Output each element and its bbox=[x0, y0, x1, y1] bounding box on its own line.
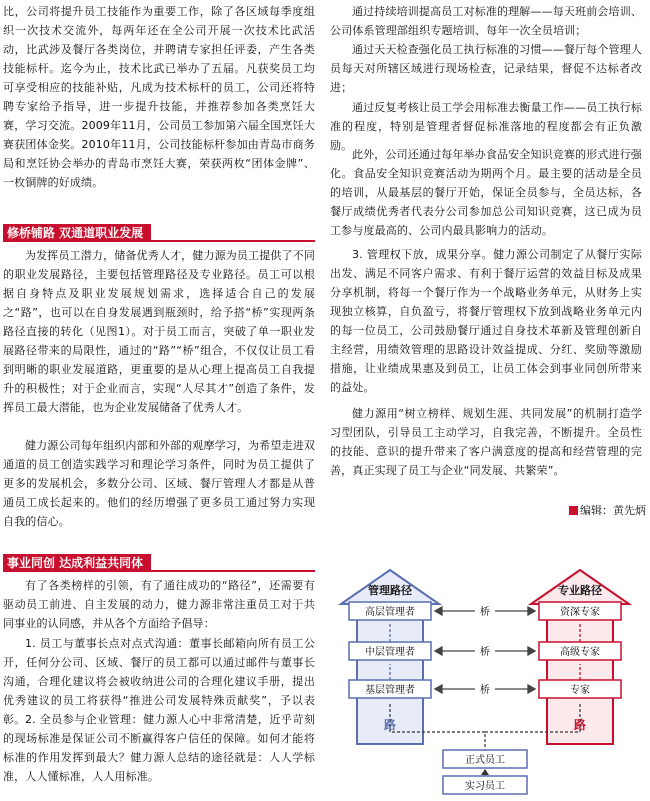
right-road-label: 路 bbox=[573, 718, 587, 732]
section-header-shared-career bbox=[3, 552, 315, 572]
section2-paragraph-2: 1. 员工与董事长点对点式沟通：董事长邮箱向所有员工公开，任何分公司、区域、餐厅的员工都可以通过邮件与董事长沟通，合理化建议将会被收纳进公司的合理化建议手册，提出优秀建议的员工将获得“推进公司发展特殊贡献奖”，予以表彰。 bbox=[3, 637, 315, 726]
bridge-label: 桥 bbox=[480, 685, 490, 696]
base-manager-label: 基层管理者 bbox=[365, 685, 415, 696]
intro-paragraph: 比，公司将提升员工技能作为重要工作，除了各区域每季度组织一次技术交流外，每两年还在全公司开展一次技术比武活动，比武涉及餐厅各类岗位，并聘请专家担任评委，产生各类技能标杆。迄今为止，技术比武已举办了五届。凡获奖员工均可享受相应的技能补贴，凡成为技术标杆的员工，公司还将特聘专家给予指导，进一步提升技能，并推荐参加各类烹饪大赛，学习交流。2009年11月，公司员工参加第六届全国烹饪大赛获团体金奖。2010年11月，公司技能标杆参加由青岛市商务局和烹饪协会举办的青岛市烹饪大赛，荣获两枚“团体金牌”、一枚铜牌的好成绩。 bbox=[3, 5, 315, 189]
expert-label: 专家 bbox=[570, 685, 590, 696]
editor-credit: 编辑：黄先炳 bbox=[569, 503, 646, 519]
career-path-diagram bbox=[335, 564, 640, 796]
square-bullet-icon bbox=[569, 506, 578, 515]
right-paragraph-3: 通过反复考核让员工学会用标准去衡量工作——员工执行标准的程度，特别是管理者督促标准落地的程度都会有正负激励。 bbox=[330, 101, 642, 152]
bridge-label: 桥 bbox=[480, 607, 490, 618]
section1-paragraph-2: 健力源公司每年组织内部和外部的观摩学习，为希望走进双通道的员工创造实践学习和理论学习条件，同时为员工提供了更多的发展机会，多数分公司、区域、餐厅管理人才都是从普通员工成长起来的。他们的经历增强了更多员工通过努力实现自我的信心。 bbox=[3, 439, 315, 528]
section-title: 事业同创 达成利益共同体 bbox=[3, 554, 151, 572]
section1-paragraph-1: 为发挥员工潜力，储备优秀人才，健力源为员工提供了不同的职业发展路径，主要包括管理路径及专业路径。员工可以根据自身特点及职业发展规划需求，选择适合自己的发展之“路”，也可以在自身发展遇到瓶颈时，给予搭“桥”实现两条路径直接的转化（见图1）。对于员工而言，突破了单一职业发展路径带来的局限性，通过的“路”“桥”组合，不仅仅让员工看到明晰的职业发展道路，更重要的是从心理上提高员工自我提升的积极性；对于企业而言，实现“人尽其才”创造了条件，发挥员工最大潜能，也为企业发展储备了优秀人才。 bbox=[3, 249, 315, 414]
middle-manager-label: 中层管理者 bbox=[365, 647, 415, 658]
right-paragraph-2: 通过天天检查强化员工执行标准的习惯——餐厅每个管理人员每天对所辖区域进行现场检查，记录结果，督促不达标者改进； bbox=[330, 43, 642, 94]
section-title: 修桥铺路 双通道职业发展 bbox=[3, 224, 151, 242]
section-header-dual-channel bbox=[3, 222, 315, 242]
left-road-label: 路 bbox=[383, 718, 397, 732]
right-paragraph-1: 通过持续培训提高员工对标准的理解——每天班前会培训、公司体系管理部组织专题培训、每年一次全员培训； bbox=[330, 5, 642, 37]
regular-staff-label: 正式员工 bbox=[465, 755, 505, 766]
right-paragraph-4: 此外，公司还通过每年举办食品安全知识竞赛的形式进行强化。食品安全知识竞赛活动为期两个月。最主要的活动是全员的培训，从最基层的餐厅开始，保证全员参与，全员达标，各餐厅成绩优秀者代表分公司参加总公司知识竞赛，这已成为员工参与度最高的、公司内最具影响力的活动。 bbox=[330, 148, 642, 237]
senior-expert-label: 资深专家 bbox=[560, 607, 600, 618]
left-path-title: 管理路径 bbox=[368, 584, 412, 597]
right-paragraph-5: 3. 管理权下放，成果分享。健力源公司制定了从餐厅实际出发、满足不同客户需求、有利于餐厅运营的效益目标及成果分享机制，将每一个餐厅作为一个战略业务单元，从财务上实现独立核算，自负盈亏，将餐厅管理权下放到战略业务单元内的每一位员工，公司鼓励餐厅通过自身技术革新及管理创新自主经营，用绩效管理的思路设计效益提成、分红、奖励等激励措施，让业绩成果惠及到员工，让员工体会到事业同创所带来的益处。 bbox=[330, 248, 642, 394]
section2-paragraph-3: 2. 全员参与企业管理：健力源人心中非常清楚，近乎苛刻的现场标准是保证公司不断赢得客户信任的保障。如何才能将标准的作用发挥到最大？健力源人总结的途径就是：人人学标准，人人懂标准，人人用标准。 bbox=[3, 713, 315, 783]
advanced-expert-label: 高级专家 bbox=[560, 647, 600, 658]
right-path-title: 专业路径 bbox=[558, 584, 602, 597]
right-paragraph-6: 健力源用“树立榜样、规划生涯、共同发展”的机制打造学习型团队，引导员工主动学习，自我完善，不断提升。全员性的技能、意识的提升带来了客户满意度的提高和经营管理的完善，真正实现了员工与企业“同发展、共繁荣”。 bbox=[330, 407, 642, 477]
bridge-label: 桥 bbox=[480, 647, 490, 658]
section2-paragraph-1: 有了各类榜样的引领，有了通往成功的“路径”，还需要有驱动员工前进、自主发展的动力，健力源非常注重员工对于共同事业的认同感，并从各个方面给予倡导： bbox=[3, 579, 315, 630]
senior-manager-label: 高层管理者 bbox=[365, 607, 415, 618]
intern-staff-label: 实习员工 bbox=[465, 781, 505, 792]
